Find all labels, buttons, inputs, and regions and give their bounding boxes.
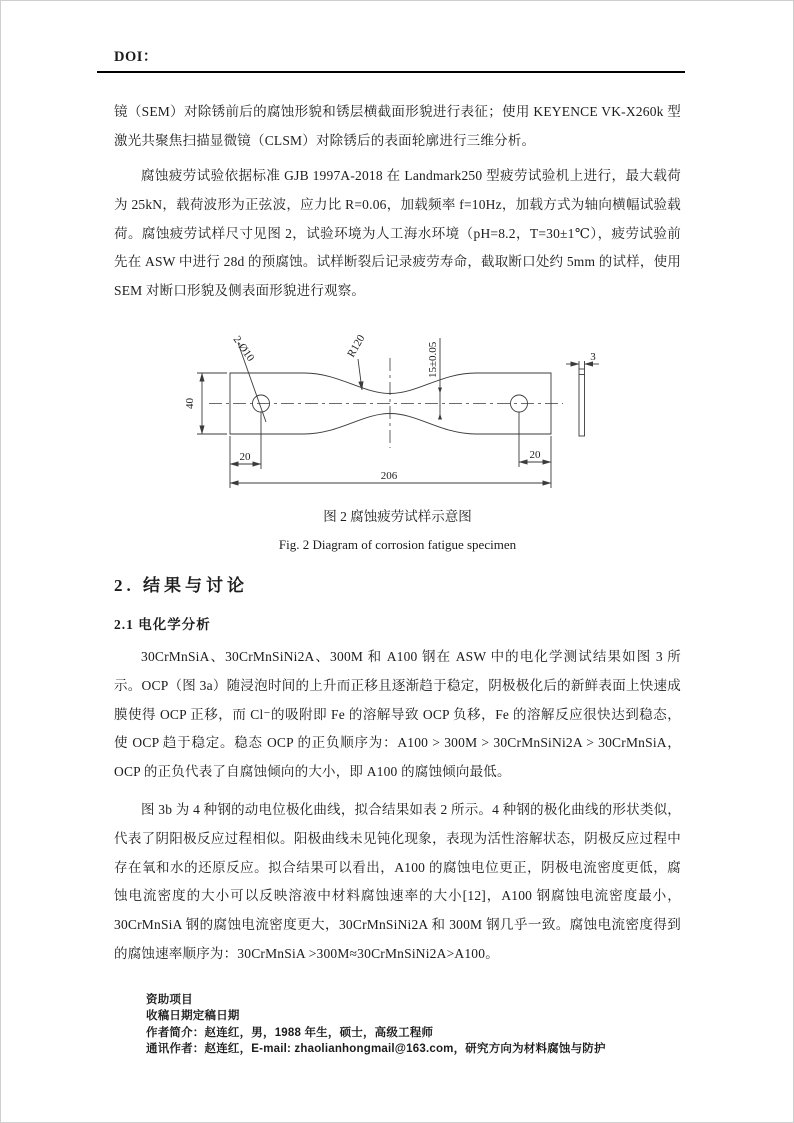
figure-caption-en: Fig. 2 Diagram of corrosion fatigue specimen bbox=[278, 537, 517, 552]
paragraph-fatigue-test-setup: 腐蚀疲劳试验依据标准 GJB 1997A-2018 在 Landmark250 型疲劳试验机上进行，最大载荷为 25kN，载荷波形为正弦波，应力比 R=0.06，加载频率 f=10Hz，加载方式为轴向横幅试验载荷。腐蚀疲劳试样尺寸见图 2，试验环境为人工海水环境（pH=8.2，T=30±1℃），疲劳试验前先在 ASW 中进行 28d 的预腐蚀。试样断裂后记录疲劳寿命，截取断口处约 5mm 的试样，使用 SEM 对断口形貌及侧表面形貌进行观察。 bbox=[114, 168, 681, 299]
paragraph-polarization-results: 图 3b 为 4 种钢的动电位极化曲线，拟合结果如表 2 所示。4 种钢的极化曲线的形状类似，代表了阴阳极反应过程相似。阳极曲线未见钝化现象，表现为活性溶解状态，阴极反应过程中存在氧和水的还原反应。拟合结果可以看出，A100 的腐蚀电位更正，阴极电流密度更低，腐蚀电流密度的大小可以反映溶液中材料腐蚀速率的大小[12]，A100 钢腐蚀电流密度最小，30CrMnSiA 钢的腐蚀电流密度更大，30CrMnSiNi2A 和 300M 钢几乎一致。腐蚀电流密度得到的腐蚀速率顺序为：30CrMnSiA >300M≈30CrMnSiNi2A>A100。 bbox=[114, 802, 681, 961]
dim-total-length bbox=[230, 470, 551, 483]
dim-holes bbox=[231, 334, 266, 422]
dim-thickness-label: 3 bbox=[590, 351, 596, 363]
footer-author-bio: 作者简介：赵连红，男，1988 年生，硕士，高级工程师 bbox=[146, 1026, 434, 1039]
figure-caption-zh: 图 2 腐蚀疲劳试样示意图 bbox=[323, 509, 472, 524]
paragraph-ocp-results: 30CrMnSiA、30CrMnSiNi2A、300M 和 A100 钢在 ASW 中的电化学测试结果如图 3 所示。OCP（图 3a）随浸泡时间的上升而正移且逐渐趋于稳定，阴极极化后的新鲜表面上快速成膜使得 OCP 正移，而 Cl⁻的吸附即 Fe 的溶解导致 OCP 负移，Fe 的溶解反应很快达到稳态，使 OCP 趋于稳定。稳态 OCP 的正负顺序为：A100 > 300M > 30CrMnSiNi2A > 30CrMnSiA，OCP 的正负代表了自腐蚀倾向的大小，即 A100 的腐蚀倾向最低。 bbox=[114, 649, 681, 780]
dim-left-hole-offset bbox=[230, 412, 261, 488]
dim-right-hole-offset bbox=[519, 412, 551, 488]
footer-notes bbox=[146, 992, 686, 1058]
dim-radius bbox=[345, 332, 368, 390]
paragraph-methods-continuation: 镜（SEM）对除锈前后的腐蚀形貌和锈层横截面形貌进行表征；使用 KEYENCE VK-X260k 型激光共聚焦扫描显微镜（CLSM）对除锈后的表面轮廓进行三维分析。 bbox=[114, 104, 681, 148]
dim-gauge-width-label: 15±0.05 bbox=[427, 341, 439, 378]
dim-radius-label: R120 bbox=[345, 332, 368, 360]
subsection-heading: 2.1 电化学分析 bbox=[114, 617, 211, 632]
specimen-drawing bbox=[181, 323, 651, 503]
dim-total-length-label: 206 bbox=[380, 470, 398, 482]
dim-gauge-width bbox=[427, 338, 442, 420]
dim-right-hole-offset-label: 20 bbox=[529, 449, 541, 461]
footer-funding: 资助项目 bbox=[146, 994, 193, 1006]
footer-dates: 收稿日期定稿日期 bbox=[146, 1010, 240, 1023]
dim-holes-label: 2-Ø10 bbox=[230, 333, 257, 364]
section-heading: 2. 结果与讨论 bbox=[114, 576, 248, 595]
side-view bbox=[566, 351, 599, 436]
dim-grip-width-label: 40 bbox=[184, 398, 196, 409]
footer-corresponding-author: 通讯作者：赵连红，E-mail: zhaolianhongmail@163.com，研究方向为材料腐蚀与防护 bbox=[146, 1043, 606, 1056]
dim-left-hole-offset-label: 20 bbox=[239, 451, 251, 463]
doi-header: DOI： bbox=[97, 45, 685, 73]
